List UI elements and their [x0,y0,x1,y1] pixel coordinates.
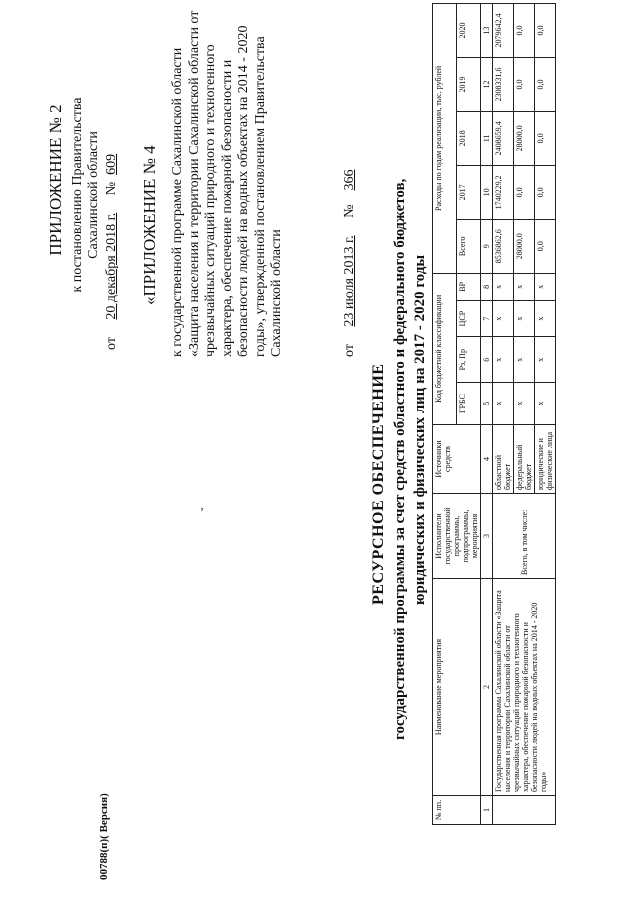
col-rz-pr: Рз, Пр [457,337,481,383]
total-cell: 0,0 [535,219,556,273]
number-label: № [342,204,357,218]
header-row-1 [433,4,457,825]
col-name: Наименование мероприятия [433,579,481,796]
total-cell: 28000,0 [514,219,535,273]
vr-cell: x [514,273,535,300]
y2019-cell: 0,0 [514,58,535,112]
csr-cell: x [493,300,514,336]
appendix4-title: «ПРИЛОЖЕНИЕ № 4 [140,145,159,305]
decree-date-line [104,154,120,350]
appendix4-text: к государственной программе Сахалинской области «Защита населения и территории Сахалинской области от чрезвычайных ситуаций природного и техногенного характера, обеспечение пожарной безопасности и безопасности людей на водных объектах на 2014 - 2020 годы», утвержденной постановлением Правительства Сахалинской области [170,10,284,357]
source: федеральный бюджет [514,425,535,494]
executor: Всего, в том числе: [493,494,556,579]
appendix-title: ПРИЛОЖЕНИЕ № 2 [46,104,65,256]
col-number: 12 [481,58,493,112]
col-number: 6 [481,337,493,383]
y2020-cell: 0,0 [535,4,556,58]
col-executors: Исполнители государственной программы, подпрограммы, мероприятия [433,494,481,579]
y2019-cell: 2308331,6 [493,58,514,112]
rz-cell: x [514,337,535,383]
col-number: 1 [481,796,493,825]
col-number: 13 [481,4,493,58]
col-number: 3 [481,494,493,579]
document-subtitle-2: юридических и физических лиц на 2017 - 2020 годы [412,254,428,605]
vr-cell: x [535,273,556,300]
y2018-cell: 0,0 [535,111,556,165]
col-number: 10 [481,165,493,219]
vr-cell: x [493,273,514,300]
col-2017: 2017 [457,165,481,219]
decree-line-2: Сахалинской области [86,131,101,259]
appendix4-date-line [342,170,358,358]
number-label: № [104,181,119,196]
col-number: 7 [481,300,493,336]
col-2020: 2020 [457,4,481,58]
col-grbs: ГРБС [457,383,481,425]
col-vr: ВР [457,273,481,300]
y2020-cell: 2079642,4 [493,4,514,58]
from-label: от [342,344,357,357]
col-number: 9 [481,219,493,273]
col-2018: 2018 [457,111,481,165]
table-row [493,4,514,825]
margin-mark: ʼ [200,505,204,519]
version-stamp: 00788(п)( Версия) [98,793,110,880]
col-number: 11 [481,111,493,165]
row-number [493,796,556,825]
from-label: от [104,337,119,350]
csr-cell: x [514,300,535,336]
y2017-cell: 1740229,2 [493,165,514,219]
grbs-cell: x [493,383,514,425]
y2017-cell: 0,0 [535,165,556,219]
grbs-cell: x [514,383,535,425]
total-cell: 8536862,6 [493,219,514,273]
col-total: Всего [457,219,481,273]
resource-table [432,3,556,825]
col-number: 2 [481,579,493,796]
appendix4-date: 23 июля 2013 г. [342,235,357,327]
document-subtitle-1: государственной программы за счет средств областного и федерального бюджетов, [392,178,408,740]
decree-number: 609 [104,153,119,175]
y2017-cell: 0,0 [514,165,535,219]
col-no: № пп. [433,796,481,825]
y2020-cell: 0,0 [514,4,535,58]
column-number-row [481,4,493,825]
source: областной бюджет [493,425,514,494]
col-number: 5 [481,383,493,425]
y2018-cell: 2408659,4 [493,111,514,165]
col-sources: Источники средств [433,425,481,494]
source: юридические и физические лица [535,425,556,494]
rz-cell: x [535,337,556,383]
decree-line-1: к постановлению Правительства [70,97,85,293]
col-budget-code: Код бюджетной классификации [433,273,457,424]
col-expenses: Расходы по годам реализации, тыс. рублей [433,4,457,274]
col-2019: 2019 [457,58,481,112]
col-number: 4 [481,425,493,494]
appendix4-number: 366 [342,169,357,191]
rz-cell: x [493,337,514,383]
decree-date: 20 декабря 2018 г. [104,212,119,320]
y2019-cell: 0,0 [535,58,556,112]
col-number: 8 [481,273,493,300]
y2018-cell: 28000,0 [514,111,535,165]
grbs-cell: x [535,383,556,425]
program-name: Государственная программа Сахалинской области «Защита населения и территории Сахалинской области от чрезвычайных ситуаций природного и техногенного характера, обеспечение пожарной безопасности и безопасности людей на водных объектах на 2014 - 2020 годы» [493,579,556,796]
document-title: РЕСУРСНОЕ ОБЕСПЕЧЕНИЕ [370,363,387,605]
col-csr: ЦСР [457,300,481,336]
csr-cell: x [535,300,556,336]
